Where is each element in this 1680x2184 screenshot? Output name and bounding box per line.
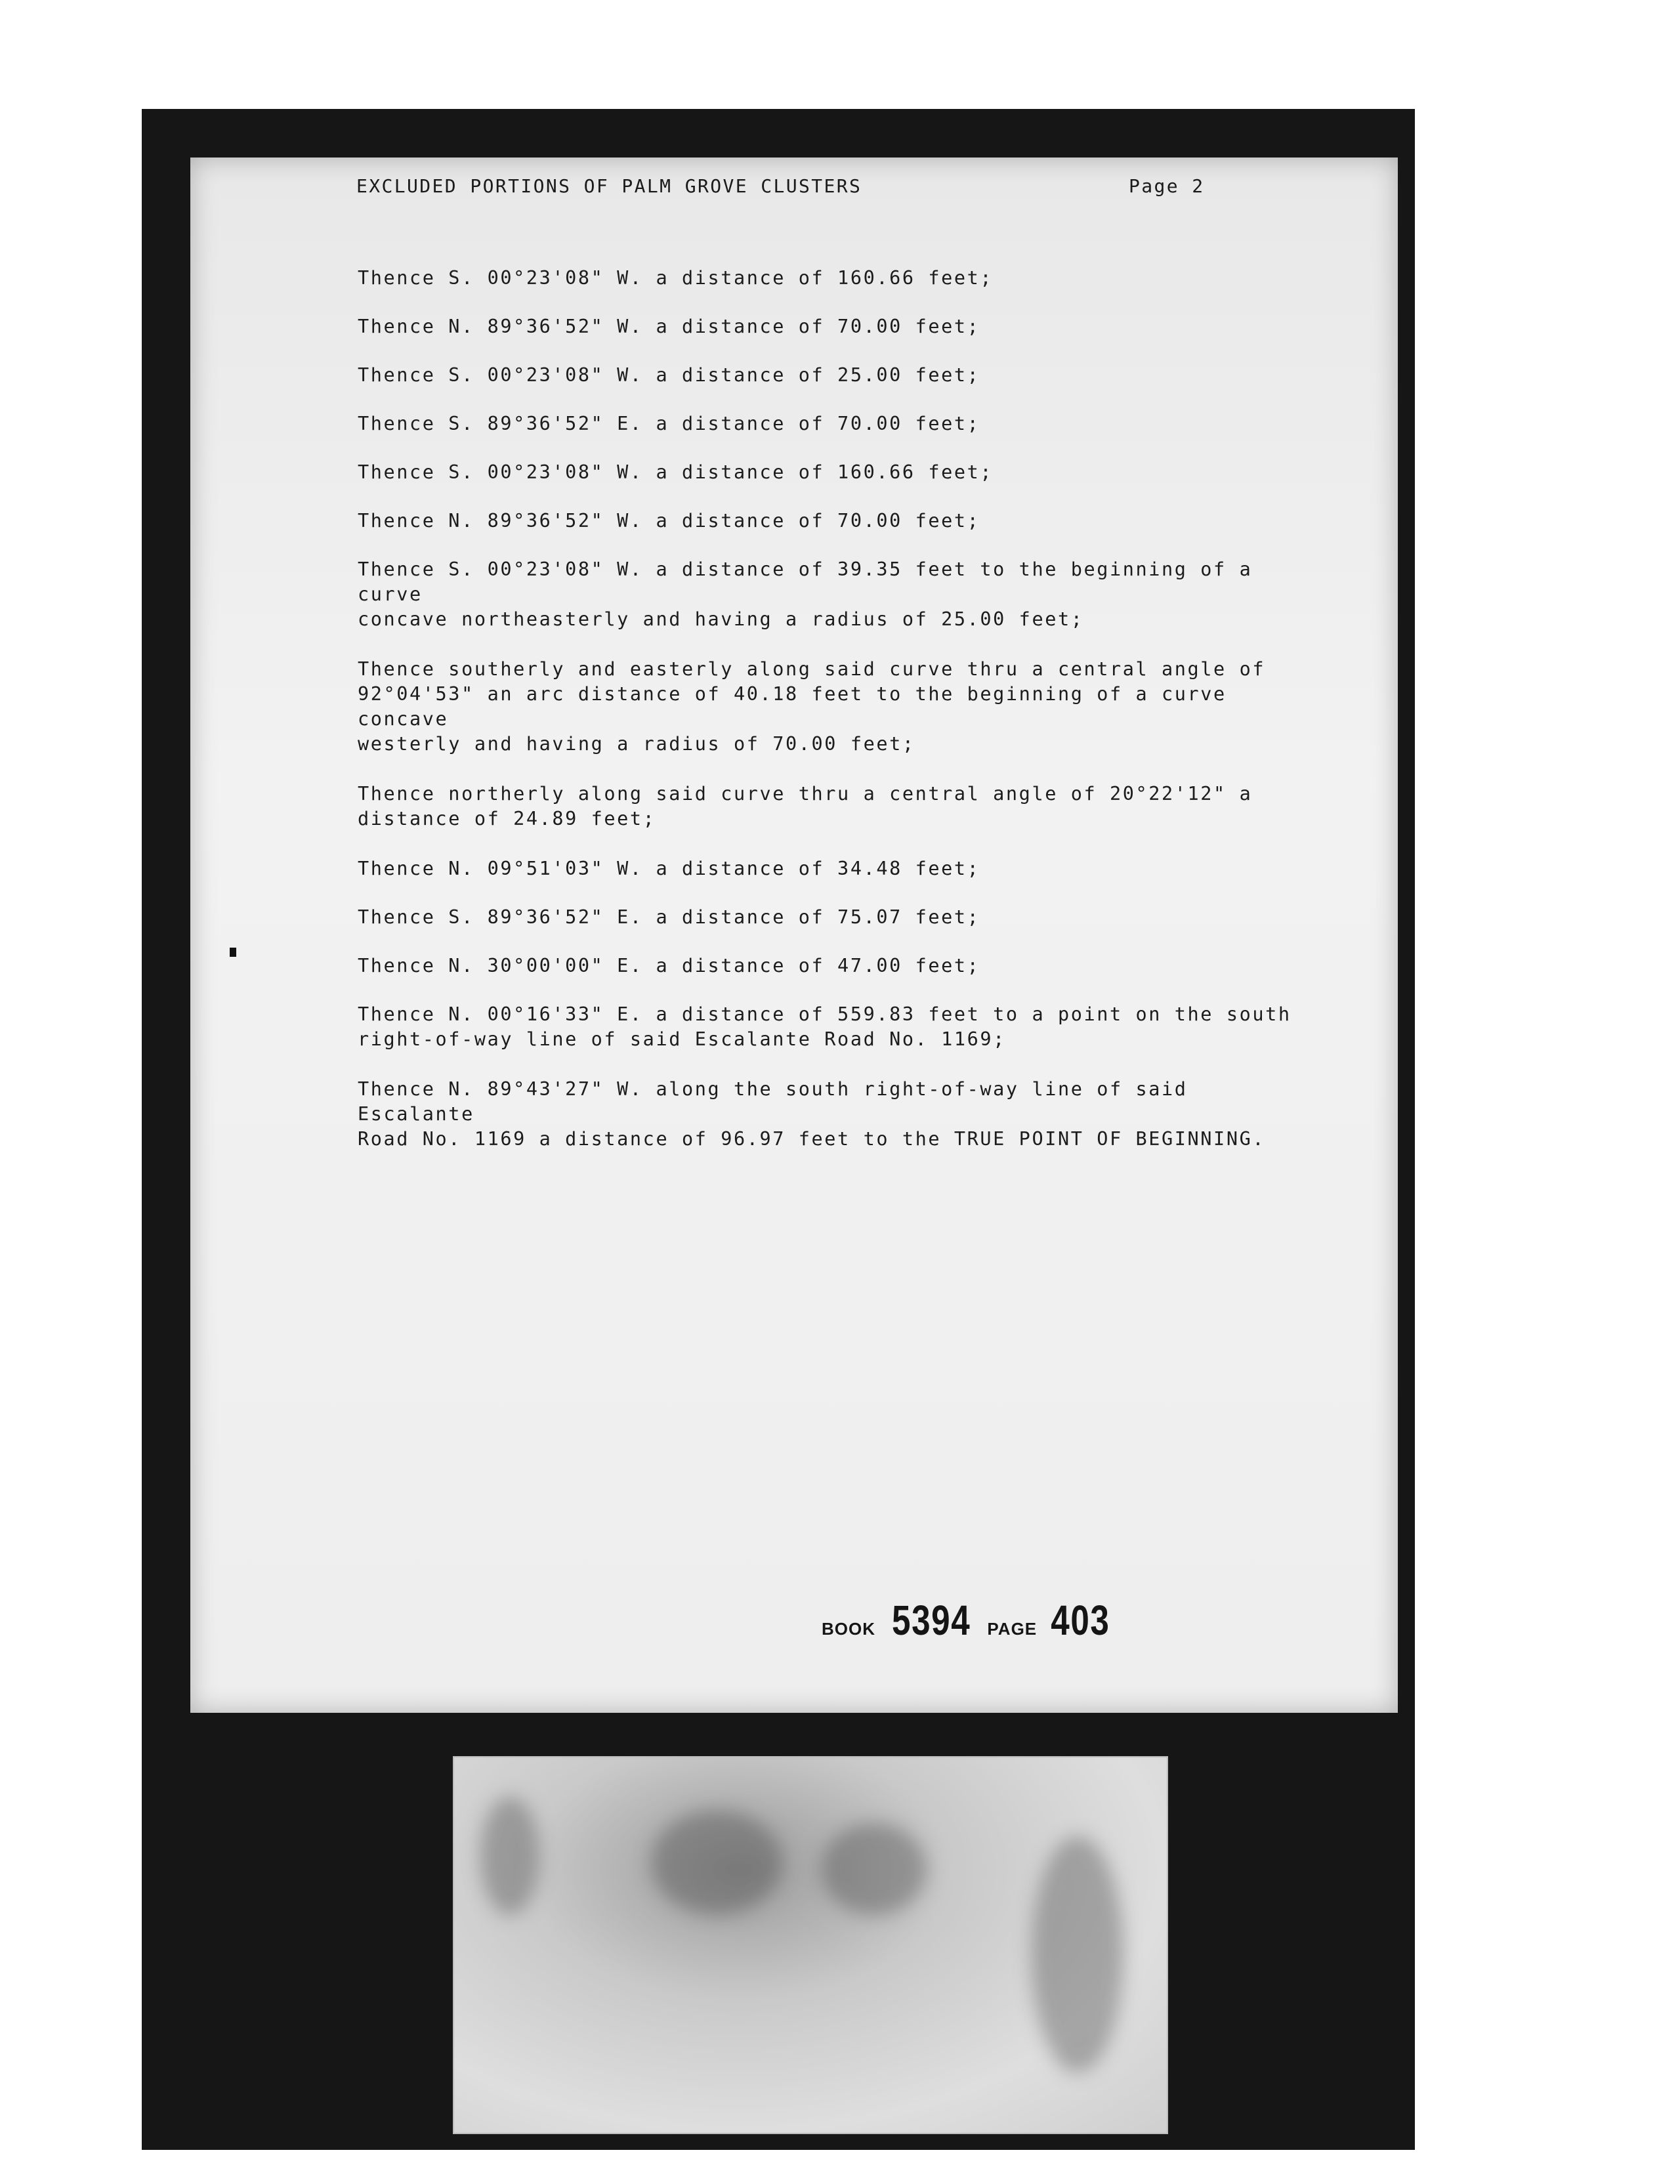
clause-9: Thence northerly along said curve thru a central angle of 20°22'12" a distance of 24.89 feet; bbox=[358, 783, 1253, 830]
clause-12: Thence N. 30°00'00" E. a distance of 47.00 feet; bbox=[358, 955, 980, 976]
stamp-page-label: PAGE bbox=[987, 1619, 1038, 1639]
clause-14: Thence N. 89°43'27" W. along the south right-of-way line of said Escalante Road No. 1169 a distance of 96.97 feet to the TRUE POINT OF BEGINNING. bbox=[358, 1078, 1266, 1150]
clause-7: Thence S. 00°23'08" W. a distance of 39.35 feet to the beginning of a curve concave northeasterly and having a radius of 25.00 feet; bbox=[358, 558, 1253, 630]
clause-4: Thence S. 89°36'52" E. a distance of 70.00 feet; bbox=[358, 413, 980, 434]
legal-description bbox=[358, 266, 1303, 1177]
clause-6: Thence N. 89°36'52" W. a distance of 70.00 feet; bbox=[358, 510, 980, 532]
document-title: EXCLUDED PORTIONS OF PALM GROVE CLUSTERS bbox=[356, 175, 862, 197]
stamp-book-label: BOOK bbox=[822, 1619, 875, 1639]
clause-5: Thence S. 00°23'08" W. a distance of 160.66 feet; bbox=[358, 461, 994, 483]
stamp-book-number: 5394 bbox=[892, 1597, 971, 1644]
page-number-label: Page 2 bbox=[1129, 175, 1205, 197]
lower-scan-card bbox=[453, 1756, 1168, 2134]
book-page-stamp bbox=[822, 1596, 1118, 1645]
clause-3: Thence S. 00°23'08" W. a distance of 25.00 feet; bbox=[358, 364, 980, 386]
clause-10: Thence N. 09°51'03" W. a distance of 34.48 feet; bbox=[358, 858, 980, 879]
stamp-page-number: 403 bbox=[1051, 1597, 1110, 1644]
clause-1: Thence S. 00°23'08" W. a distance of 160.66 feet; bbox=[358, 267, 994, 289]
margin-mark bbox=[230, 948, 236, 957]
clause-8: Thence southerly and easterly along said curve thru a central angle of 92°04'53" an arc distance of 40.18 feet to the beginning of a curve concave westerly and having a radius of 70.00 feet; bbox=[358, 658, 1266, 755]
clause-2: Thence N. 89°36'52" W. a distance of 70.00 feet; bbox=[358, 316, 980, 337]
clause-13: Thence N. 00°16'33" E. a distance of 559.83 feet to a point on the south right-of-way line of said Escalante Road No. 1169; bbox=[358, 1003, 1292, 1050]
clause-11: Thence S. 89°36'52" E. a distance of 75.07 feet; bbox=[358, 906, 980, 928]
